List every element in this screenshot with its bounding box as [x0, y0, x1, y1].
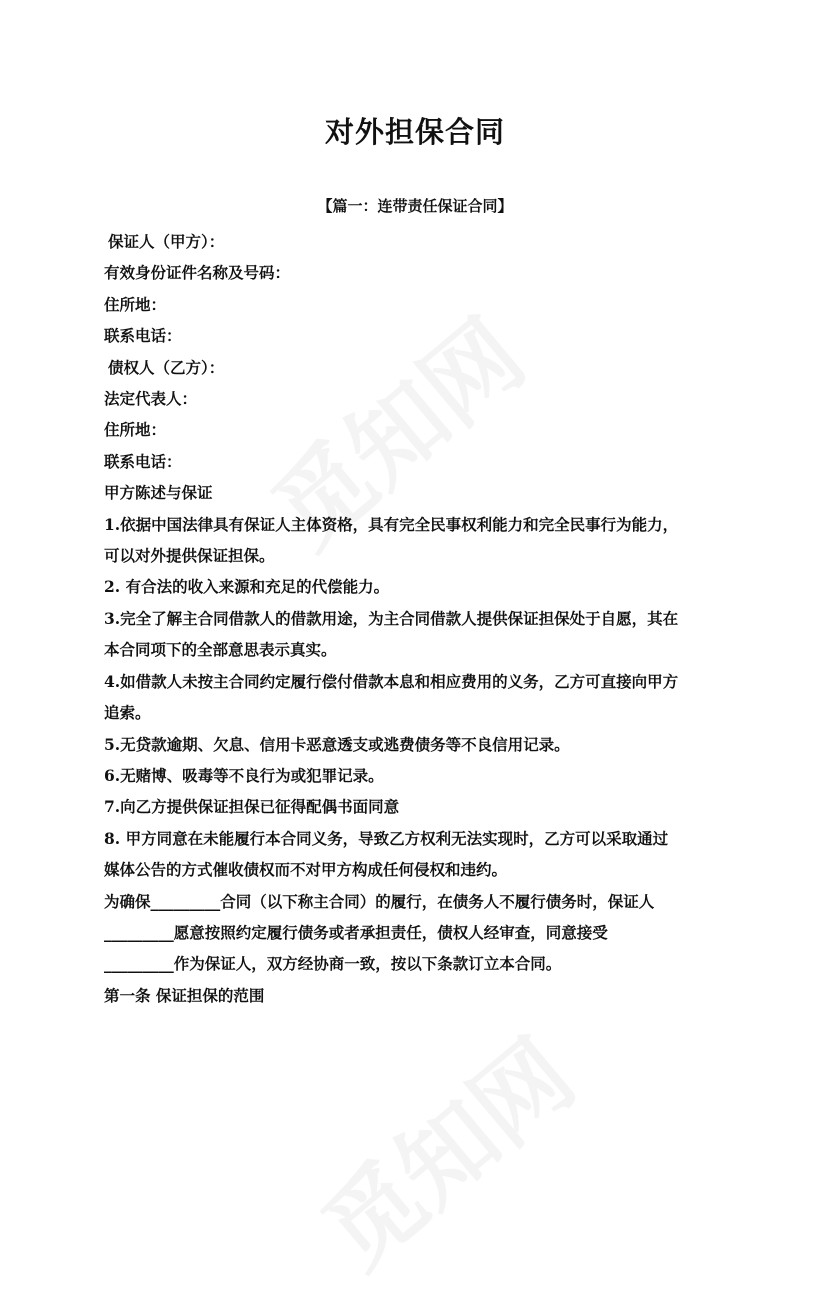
id-document-line: 有效身份证件名称及号码： — [104, 263, 291, 283]
paragraph-line: 4.如借款人未按主合同约定履行偿付借款本息和相应费用的义务，乙方可直接向甲方 — [104, 671, 679, 691]
document-subtitle: 【篇一：连带责任保证合同】 — [317, 197, 513, 215]
paragraph-line: _________愿意按照约定履行债务或者承担责任，债权人经审查，同意接受 — [104, 922, 608, 942]
guarantor-line: 保证人（甲方）： — [108, 232, 225, 251]
paragraph-line: 7.向乙方提供保证担保已征得配偶书面同意 — [104, 797, 400, 817]
section-heading: 甲方陈述与保证 — [104, 483, 213, 503]
paragraph-line: 3.完全了解主合同借款人的借款用途，为主合同借款人提供保证担保处于自愿，其在 — [104, 608, 679, 628]
creditor-address-line: 住所地： — [104, 420, 167, 440]
paragraph-line: 8. 甲方同意在未能履行本合同义务，导致乙方权利无法实现时，乙方可以采取通过 — [104, 828, 669, 848]
paragraph-line: 媒体公告的方式催收债权而不对甲方构成任何侵权和违约。 — [104, 860, 508, 880]
creditor-line: 债权人（乙方）： — [108, 357, 225, 377]
guarantor-address-line: 住所地： — [104, 294, 167, 314]
paragraph-line: 可以对外提供保证担保。 — [104, 546, 275, 566]
article-heading: 第一条 保证担保的范围 — [104, 985, 265, 1005]
guarantor-phone-line: 联系电话： — [104, 326, 182, 346]
paragraph-line: 5.无贷款逾期、欠息、信用卡恶意透支或逃费债务等不良信用记录。 — [104, 734, 570, 754]
paragraph-line: 为确保_________合同（以下称主合同）的履行，在债务人不履行债务时，保证人 — [104, 891, 655, 911]
paragraph-line: 追索。 — [104, 703, 151, 723]
document-body — [104, 226, 744, 1011]
creditor-phone-line: 联系电话： — [104, 451, 182, 471]
paragraph-line: 本合同项下的全部意思表示真实。 — [104, 640, 337, 660]
paragraph-line: 1.依据中国法律具有保证人主体资格，具有完全民事权利能力和完全民事行为能力， — [104, 514, 679, 534]
paragraph-line: 2. 有合法的收入来源和充足的代偿能力。 — [104, 577, 390, 597]
legal-representative-line: 法定代表人： — [104, 389, 198, 409]
paragraph-line: 6.无赌博、吸毒等不良行为或犯罪记录。 — [104, 765, 384, 785]
watermark-bottom — [290, 1003, 599, 1293]
paragraph-line: _________作为保证人，双方经协商一致，按以下条款订立本合同。 — [104, 954, 562, 974]
document-title: 对外担保合同 — [324, 115, 505, 149]
